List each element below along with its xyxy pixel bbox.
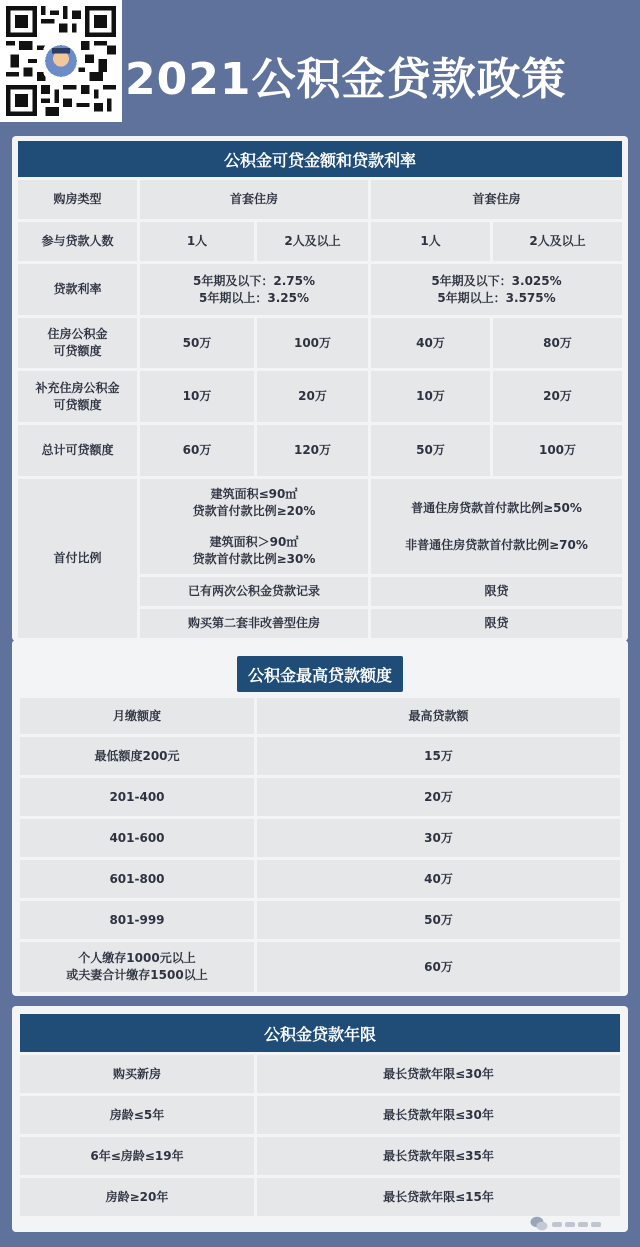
qr-code xyxy=(0,0,122,122)
section1-header: 公积金可贷金额和贷款利率 xyxy=(18,141,622,177)
total-d: 100万 xyxy=(493,425,622,476)
down-sub2-value: 限贷 xyxy=(371,609,622,638)
term-row-2-value: 最长贷款年限≤35年 xyxy=(257,1137,620,1175)
rate-first-line2: 5年期以上：3.25% xyxy=(199,290,309,305)
rate-second xyxy=(371,264,622,315)
total-b: 120万 xyxy=(257,425,368,476)
housing-type-second: 首套住房 xyxy=(371,180,622,219)
max-loan-row-3-value: 40万 xyxy=(257,860,620,898)
borrowers-d: 2人及以上 xyxy=(493,222,622,261)
term-row-2-key: 6年≤房龄≤19年 xyxy=(20,1137,254,1175)
fund-limit-label-line2: 可贷额度 xyxy=(53,344,102,358)
max-loan-row-1-value: 20万 xyxy=(257,778,620,816)
row-label-rate: 贷款利率 xyxy=(18,264,137,315)
down-sub2-label: 购买第二套非改善型住房 xyxy=(140,609,368,638)
supplementary-a: 10万 xyxy=(140,371,254,422)
fund-limit-d: 80万 xyxy=(493,318,622,368)
down-payment-right xyxy=(371,479,622,574)
wechat-icon xyxy=(530,1216,548,1232)
max-loan-row-0-value: 15万 xyxy=(257,737,620,775)
watermark xyxy=(530,1212,626,1236)
rate-second-line2: 5年期以上：3.575% xyxy=(437,290,556,305)
down-left-a1: 建筑面积≤90㎡ xyxy=(210,486,298,501)
borrowers-c: 1人 xyxy=(371,222,490,261)
row-label-housing-type: 购房类型 xyxy=(18,180,137,219)
term-row-3-key: 房龄≥20年 xyxy=(20,1178,254,1216)
max-loan-last-key-line1: 个人缴存1000元以上 xyxy=(78,951,196,965)
fund-limit-a: 50万 xyxy=(140,318,254,368)
max-loan-row-4-key: 801-999 xyxy=(20,901,254,939)
section2-header: 公积金最高贷款额度 xyxy=(237,656,403,692)
max-loan-col2-header: 最高贷款额 xyxy=(257,698,620,734)
supplementary-d: 20万 xyxy=(493,371,622,422)
row-label-supplementary xyxy=(18,371,137,422)
supplementary-b: 20万 xyxy=(257,371,368,422)
max-loan-row-2-key: 401-600 xyxy=(20,819,254,857)
row-label-fund-limit xyxy=(18,318,137,368)
rate-second-line1: 5年期及以下：3.025% xyxy=(431,273,562,288)
qr-code-icon xyxy=(6,6,116,116)
down-sub1-value: 限贷 xyxy=(371,577,622,606)
borrowers-a: 1人 xyxy=(140,222,254,261)
supplementary-label-line2: 可贷额度 xyxy=(53,397,102,412)
max-loan-row-4-value: 50万 xyxy=(257,901,620,939)
down-right-a: 普通住房贷款首付款比例≥50% xyxy=(411,500,582,515)
total-c: 50万 xyxy=(371,425,490,476)
max-loan-row-0-key: 最低额度200元 xyxy=(20,737,254,775)
down-right-b: 非普通住房贷款首付款比例≥70% xyxy=(405,537,588,552)
max-loan-row-1-key: 201-400 xyxy=(20,778,254,816)
max-loan-row-2-value: 30万 xyxy=(257,819,620,857)
fund-limit-label-line1: 住房公积金 xyxy=(47,327,108,341)
fund-limit-c: 40万 xyxy=(371,318,490,368)
total-a: 60万 xyxy=(140,425,254,476)
borrowers-b: 2人及以上 xyxy=(257,222,368,261)
fund-limit-b: 100万 xyxy=(257,318,368,368)
term-row-0-value: 最长贷款年限≤30年 xyxy=(257,1055,620,1093)
term-row-1-value: 最长贷款年限≤30年 xyxy=(257,1096,620,1134)
supplementary-label-line1: 补充住房公积金 xyxy=(35,380,120,395)
max-loan-col1-header: 月缴额度 xyxy=(20,698,254,734)
housing-type-first: 首套住房 xyxy=(140,180,368,219)
down-left-b2: 贷款首付款比例≥30% xyxy=(192,551,316,566)
row-label-total: 总计可贷额度 xyxy=(18,425,137,476)
max-loan-row-last-key xyxy=(20,942,254,992)
max-loan-row-3-key: 601-800 xyxy=(20,860,254,898)
section3-header: 公积金贷款年限 xyxy=(20,1014,620,1052)
watermark-text-blur xyxy=(552,1222,601,1227)
supplementary-c: 10万 xyxy=(371,371,490,422)
row-label-borrowers: 参与贷款人数 xyxy=(18,222,137,261)
page-title: 2021公积金贷款政策 xyxy=(125,54,567,105)
down-sub1-label: 已有两次公积金贷款记录 xyxy=(140,577,368,606)
down-left-a2: 贷款首付款比例≥20% xyxy=(192,503,316,518)
max-loan-row-last-value: 60万 xyxy=(257,942,620,992)
term-row-1-key: 房龄≤5年 xyxy=(20,1096,254,1134)
max-loan-last-key-line2: 或夫妻合计缴存1500以上 xyxy=(66,968,208,982)
term-row-3-value: 最长贷款年限≤15年 xyxy=(257,1178,620,1216)
row-label-down-payment: 首付比例 xyxy=(18,479,137,638)
down-payment-left xyxy=(140,479,368,574)
rate-first-line1: 5年期及以下：2.75% xyxy=(193,273,315,288)
rate-first xyxy=(140,264,368,315)
avatar-icon xyxy=(45,45,77,77)
term-row-0-key: 购买新房 xyxy=(20,1055,254,1093)
down-left-b1: 建筑面积＞90㎡ xyxy=(209,534,299,549)
